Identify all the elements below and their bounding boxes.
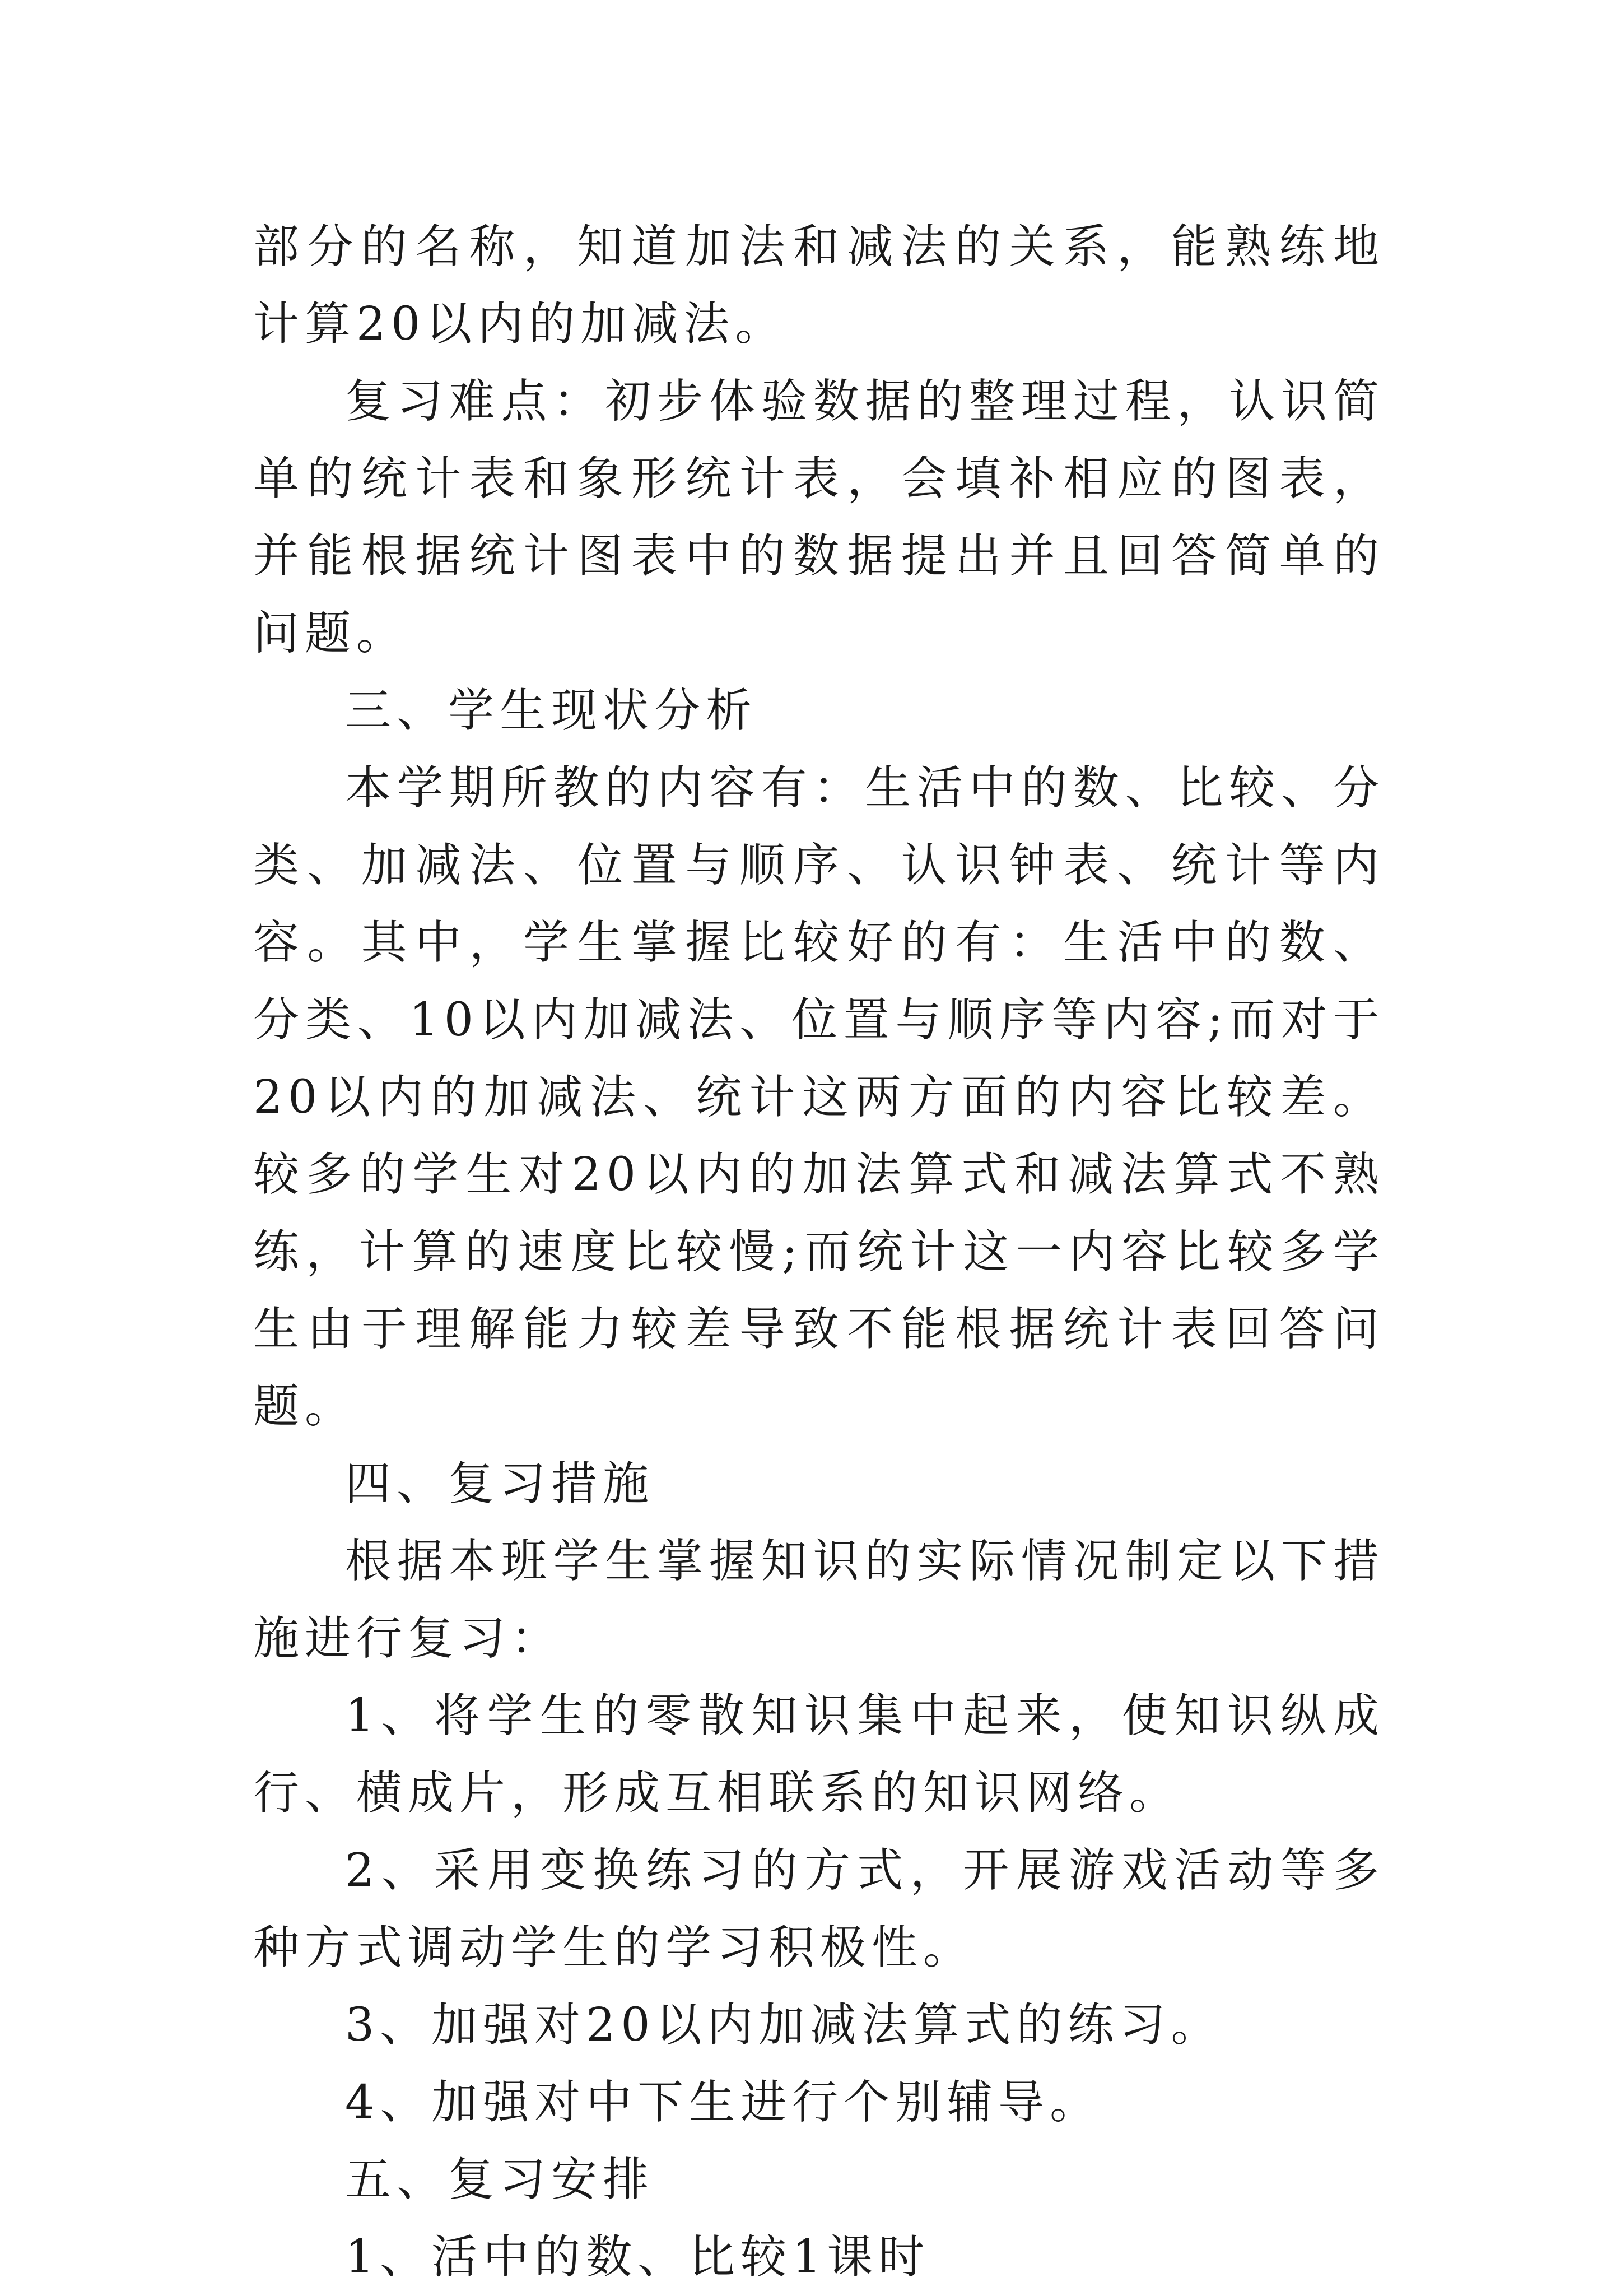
section-heading-review-schedule: 五、复习安排: [345, 2153, 655, 2206]
list-item-measure-1: 1、将学生的零散知识集中起来，使知识纵成行、横成片，形成互相联系的知识网络。: [253, 1689, 1385, 1820]
section-heading-student-analysis: 三、学生现状分析: [345, 684, 758, 737]
list-item-measure-2: 2、采用变换练习的方式，开展游戏活动等多种方式调动学生的学习积极性。: [253, 1844, 1385, 1974]
paragraph-continuation: 部分的名称，知道加法和减法的关系，能熟练地计算20以内的加减法。: [253, 220, 1385, 351]
paragraph-review-difficulty: 复习难点：初步体验数据的整理过程，认识简单的统计表和象形统计表，会填补相应的图表，并能根据统计图表中的数据提出并且回答简单的问题。: [253, 375, 1385, 660]
document-body: [253, 208, 1385, 2296]
list-item-schedule-1: 1、活中的数、比较1课时: [345, 2230, 930, 2284]
list-item-measure-3: 3、加强对20以内加减法算式的练习。: [345, 1998, 1223, 2052]
paragraph-student-analysis: 本学期所教的内容有：生活中的数、比较、分类、加减法、位置与顺序、认识钟表、统计等内容。其中，学生掌握比较好的有：生活中的数、分类、10以内加减法、位置与顺序等内容;而对于20以内的加减法、统计这两方面的内容比较差。较多的学生对20以内的加法算式和减法算式不熟练，计算的速度比较慢;而统计这一内容比较多学生由于理解能力较差导致不能根据统计表回答问题。: [253, 761, 1385, 1433]
section-heading-review-measures: 四、复习措施: [345, 1457, 655, 1510]
paragraph-measures-intro: 根据本班学生掌握知识的实际情况制定以下措施进行复习：: [253, 1535, 1385, 1665]
list-item-measure-4: 4、加强对中下生进行个别辅导。: [345, 2076, 1102, 2129]
